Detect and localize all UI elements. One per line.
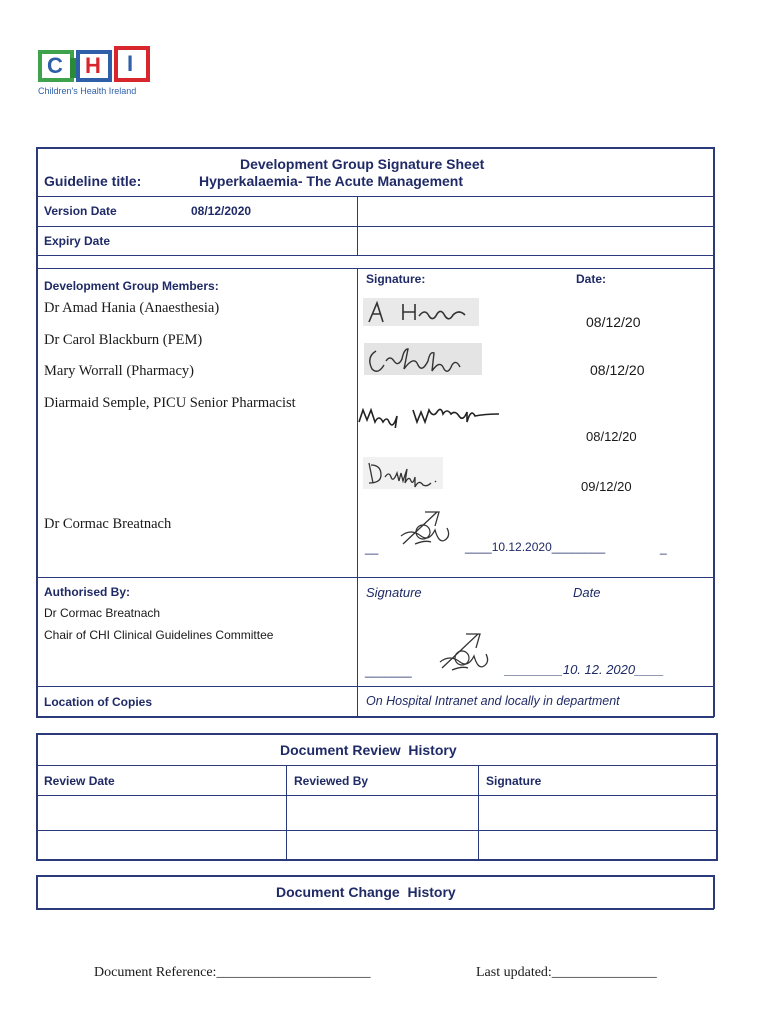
auth-line-left: _______ bbox=[365, 664, 412, 678]
expiry-date-label: Expiry Date bbox=[44, 234, 111, 248]
signature-authorised bbox=[432, 630, 504, 674]
signature-hania bbox=[363, 298, 479, 326]
signature-blackburn bbox=[364, 343, 482, 375]
authorised-role: Chair of CHI Clinical Guidelines Committee bbox=[44, 628, 274, 642]
logo-subtitle: Children's Health Ireland bbox=[38, 86, 137, 96]
guideline-title-value: Hyperkalaemia- The Acute Management bbox=[199, 173, 464, 189]
auth-date-label: Date bbox=[573, 585, 601, 600]
chi-logo bbox=[36, 44, 156, 100]
location-value: On Hospital Intranet and locally in department bbox=[366, 694, 620, 708]
member-date: 08/12/20 bbox=[590, 362, 645, 378]
change-history-title: Document Change History bbox=[276, 884, 456, 900]
authorised-name: Dr Cormac Breatnach bbox=[44, 606, 161, 620]
date-header: Date: bbox=[576, 272, 607, 286]
member-date: 08/12/20 bbox=[586, 429, 637, 444]
sheet-title: Development Group Signature Sheet bbox=[240, 156, 485, 172]
signature-breatnach bbox=[395, 506, 465, 550]
auth-signature-label: Signature bbox=[366, 585, 422, 600]
logo-letter-h: H bbox=[85, 53, 101, 78]
last-updated: Last updated:_______________ bbox=[476, 965, 657, 980]
logo-letter-c: C bbox=[47, 53, 63, 78]
review-column-header: Reviewed By bbox=[294, 774, 369, 788]
guideline-title-label: Guideline title: bbox=[44, 173, 142, 189]
version-date-value: 08/12/2020 bbox=[191, 204, 252, 218]
document-reference: Document Reference:______________________ bbox=[94, 965, 371, 980]
auth-date-line: ________10. 12. 2020____ bbox=[505, 662, 665, 677]
member-name: Dr Cormac Breatnach bbox=[44, 516, 172, 532]
member-name: Dr Amad Hania (Anaesthesia) bbox=[44, 300, 220, 316]
authorised-by-label: Authorised By: bbox=[44, 585, 131, 599]
member-date: 08/12/20 bbox=[586, 314, 641, 330]
review-history-title: Document Review History bbox=[280, 742, 457, 758]
version-date-label: Version Date bbox=[44, 204, 117, 218]
breatnach-line-end: _ bbox=[660, 541, 667, 555]
member-name: Mary Worrall (Pharmacy) bbox=[44, 363, 194, 379]
location-label: Location of Copies bbox=[44, 695, 152, 709]
signature-header: Signature: bbox=[366, 272, 426, 286]
member-name: Dr Carol Blackburn (PEM) bbox=[44, 332, 203, 348]
signature-semple bbox=[363, 457, 443, 489]
members-label: Development Group Members: bbox=[44, 279, 219, 293]
review-column-header: Review Date bbox=[44, 774, 115, 788]
review-column-header: Signature bbox=[486, 774, 542, 788]
signature-worrall bbox=[357, 402, 517, 428]
breatnach-date-line: ____10.12.2020________ bbox=[465, 540, 606, 554]
member-date: 09/12/20 bbox=[581, 479, 632, 494]
breatnach-line-left: __ bbox=[365, 541, 379, 555]
member-name: Diarmaid Semple, PICU Senior Pharmacist bbox=[44, 395, 296, 411]
logo-letter-i: I bbox=[127, 51, 134, 76]
